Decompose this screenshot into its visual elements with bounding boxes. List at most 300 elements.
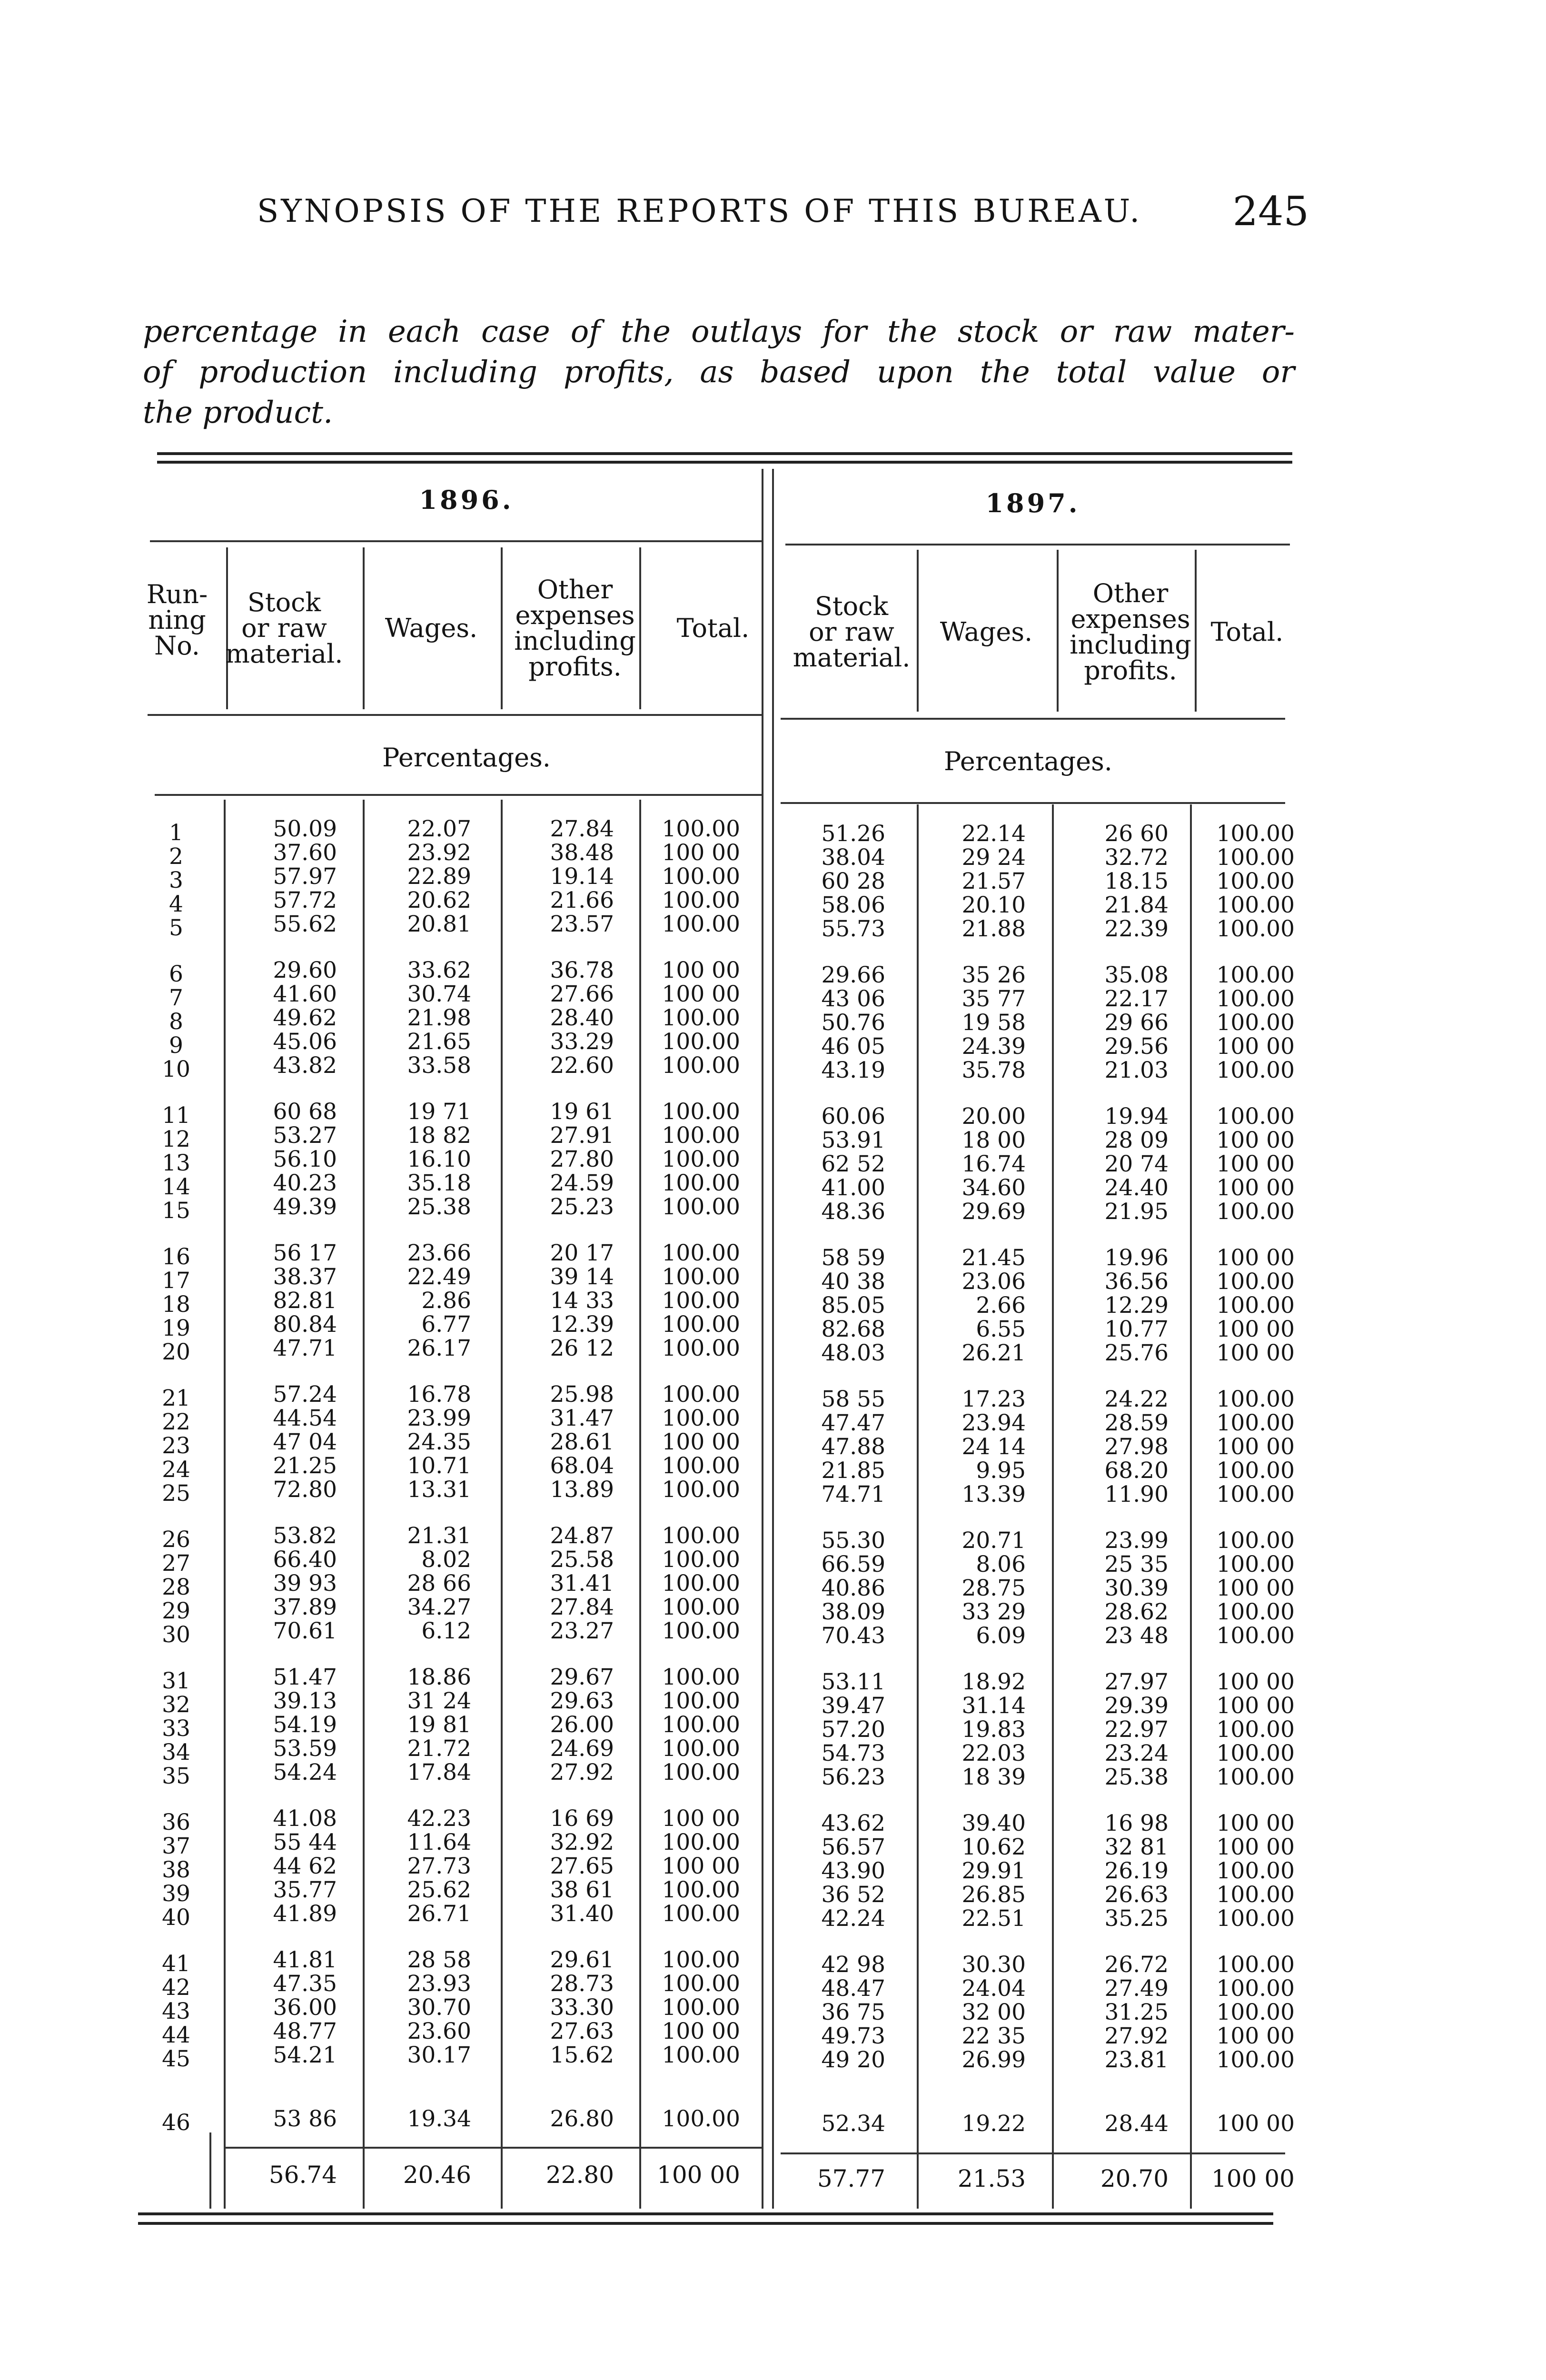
table-cell-1896: 27.84: [550, 1594, 614, 1620]
table-cell-1897: 10.77: [1104, 1316, 1169, 1342]
table-row-running-no: 17: [162, 1268, 190, 1294]
table-cell-1896: 44.54: [273, 1405, 337, 1431]
table-row-running-no: 9: [169, 1032, 183, 1059]
table-cell-1896: 28 58: [407, 1947, 471, 1973]
table-cell-1897: 24.39: [961, 1033, 1026, 1060]
top-double-rule: [157, 452, 1292, 455]
table-cell-1896: 33.58: [407, 1052, 471, 1079]
table-cell-1896: 100 00: [662, 840, 740, 866]
table-cell-1896: 80.84: [273, 1311, 337, 1338]
table-cell-1896: 100.00: [662, 1759, 740, 1785]
table-cell-1896: 26.00: [550, 1712, 614, 1738]
table-cell-1896: 22.07: [407, 816, 471, 842]
column-header-1896-wages: Wages.: [385, 613, 478, 643]
table-row-running-no: 27: [162, 1550, 190, 1577]
table-cell-1896: 47.35: [273, 1971, 337, 1997]
table-cell-1896: 28.40: [550, 1005, 614, 1031]
table-cell-1896: 100.00: [662, 1901, 740, 1927]
table-cell-1897: 21.85: [821, 1458, 885, 1484]
table-cell-1897: 100.00: [1216, 1481, 1295, 1507]
table-cell-1896: 11.64: [407, 1829, 471, 1855]
table-cell-1897: 23.06: [961, 1269, 1026, 1295]
table-row-running-no: 35: [162, 1763, 190, 1789]
table-cell-1896: 26.71: [407, 1901, 471, 1927]
header-rule: [781, 802, 1285, 804]
table-cell-1896: 100.00: [662, 1971, 740, 1997]
table-cell-1897: 42.24: [821, 1905, 885, 1932]
table-cell-1896: 60 68: [273, 1099, 337, 1125]
table-cell-1896: 29.63: [550, 1688, 614, 1714]
table-cell-1897: 100.00: [1216, 1551, 1295, 1577]
table-cell-1897: 32.72: [1104, 844, 1169, 871]
table-cell-1897: 48.36: [821, 1199, 885, 1225]
table-cell-1897: 31.25: [1104, 1999, 1169, 2025]
table-cell-1896: 100.00: [662, 1005, 740, 1031]
table-cell-1897: 18 39: [961, 1764, 1026, 1790]
table-row-running-no: 5: [169, 915, 183, 941]
table-cell-1897: 33 29: [961, 1599, 1026, 1625]
table-cell-1897: 16.74: [961, 1151, 1026, 1177]
table-row-running-no: 38: [162, 1857, 190, 1883]
table-cell-1897: 26.19: [1104, 1858, 1169, 1884]
table-cell-1896: 26 12: [550, 1335, 614, 1361]
table-cell-1897: 100.00: [1216, 1882, 1295, 1908]
table-cell-1896: 100 00: [662, 981, 740, 1007]
table-cell-1896: 36.00: [273, 1994, 337, 2021]
bottom-double-rule: [138, 2212, 1273, 2215]
table-cell-1896: 27.84: [550, 816, 614, 842]
table-cell-1896: 20 17: [550, 1240, 614, 1266]
table-cell-1897: 56.57: [821, 1834, 885, 1860]
column-header-1897-total: Total.: [1210, 617, 1284, 647]
table-cell-1897: 28.44: [1104, 2111, 1169, 2137]
table-cell-1896: 100.00: [662, 1477, 740, 1503]
table-cell-1896: 30.17: [407, 2042, 471, 2068]
table-cell-1897: 30.39: [1104, 1575, 1169, 1601]
table-cell-1897: 21.95: [1104, 1199, 1169, 1225]
table-cell-1897: 29.39: [1104, 1693, 1169, 1719]
table-cell-1897: 35.25: [1104, 1905, 1169, 1932]
column-header-1897-wages: Wages.: [940, 617, 1033, 647]
table-cell-1897: 100.00: [1216, 1410, 1295, 1436]
table-cell-1896: 29.61: [550, 1947, 614, 1973]
table-cell-1897: 21.57: [961, 868, 1026, 894]
table-cell-1896: 55.62: [273, 911, 337, 937]
table-cell-1896: 54.21: [273, 2042, 337, 2068]
table-cell-1897: 6.55: [976, 1316, 1026, 1342]
header-rule: [781, 718, 1285, 720]
column-header-1897-other-expenses: Other expenses including profits.: [1070, 578, 1191, 685]
table-cell-1897: 100.00: [1216, 1905, 1295, 1932]
table-row-running-no: 46: [162, 2110, 190, 2136]
table-cell-1896: 23.99: [407, 1405, 471, 1431]
table-cell-1897: 31.14: [961, 1693, 1026, 1719]
table-cell-1896: 41.60: [273, 981, 337, 1007]
table-cell-1896: 26.80: [550, 2106, 614, 2132]
table-cell-1897: 100.00: [1216, 1716, 1295, 1743]
table-cell-1896: 16.78: [407, 1381, 471, 1408]
table-cell-1896: 28 66: [407, 1570, 471, 1597]
table-cell-1896: 72.80: [273, 1477, 337, 1503]
table-cell-1896: 100.00: [662, 1288, 740, 1314]
table-row-running-no: 39: [162, 1881, 190, 1907]
table-cell-1896: 24.35: [407, 1429, 471, 1455]
table-cell-1897: 24 14: [961, 1434, 1026, 1460]
totals-cell-1897: 57.77: [817, 2165, 885, 2192]
table-cell-1896: 100.00: [662, 1523, 740, 1549]
table-cell-1896: 100 00: [662, 1853, 740, 1879]
table-cell-1896: 100.00: [662, 1688, 740, 1714]
table-cell-1897: 100 00: [1216, 1151, 1295, 1177]
table-cell-1897: 17.23: [961, 1386, 1026, 1412]
table-cell-1897: 35.78: [961, 1057, 1026, 1083]
table-cell-1897: 19.96: [1104, 1245, 1169, 1271]
table-cell-1896: 33.29: [550, 1029, 614, 1055]
table-cell-1897: 100 00: [1216, 1669, 1295, 1695]
body-col-rule: [1052, 804, 1054, 2209]
table-cell-1896: 54.24: [273, 1759, 337, 1785]
table-cell-1896: 100.00: [662, 1381, 740, 1408]
table-cell-1896: 29.60: [273, 957, 337, 983]
table-cell-1897: 35 26: [961, 962, 1026, 988]
table-cell-1896: 45.06: [273, 1029, 337, 1055]
table-cell-1896: 35.77: [273, 1877, 337, 1903]
table-row-running-no: 28: [162, 1574, 190, 1600]
table-row-running-no: 42: [162, 1974, 190, 2001]
table-cell-1897: 35.08: [1104, 962, 1169, 988]
table-cell-1897: 21.45: [961, 1245, 1026, 1271]
table-cell-1896: 23.57: [550, 911, 614, 937]
table-cell-1896: 21.31: [407, 1523, 471, 1549]
table-cell-1897: 100.00: [1216, 1103, 1295, 1130]
table-cell-1896: 19 71: [407, 1099, 471, 1125]
header-rule: [785, 544, 1290, 545]
top-double-rule: [157, 461, 1292, 464]
table-cell-1896: 100 00: [662, 1429, 740, 1455]
table-cell-1896: 31.47: [550, 1405, 614, 1431]
table-cell-1896: 34.27: [407, 1594, 471, 1620]
table-cell-1897: 57.20: [821, 1716, 885, 1743]
table-cell-1896: 54.19: [273, 1712, 337, 1738]
table-cell-1896: 51.47: [273, 1664, 337, 1690]
table-cell-1896: 27.73: [407, 1853, 471, 1879]
table-cell-1897: 22.39: [1104, 916, 1169, 942]
table-row-running-no: 29: [162, 1598, 190, 1624]
table-row-running-no: 23: [162, 1433, 190, 1459]
table-cell-1897: 24.40: [1104, 1175, 1169, 1201]
table-cell-1897: 28.59: [1104, 1410, 1169, 1436]
table-cell-1896: 28.61: [550, 1429, 614, 1455]
table-cell-1897: 23.81: [1104, 2047, 1169, 2073]
table-cell-1896: 100.00: [662, 1146, 740, 1172]
table-cell-1896: 12.39: [550, 1311, 614, 1338]
table-cell-1897: 20.00: [961, 1103, 1026, 1130]
table-cell-1897: 19.94: [1104, 1103, 1169, 1130]
table-cell-1897: 26 60: [1104, 821, 1169, 847]
table-cell-1896: 37.60: [273, 840, 337, 866]
table-cell-1897: 18.92: [961, 1669, 1026, 1695]
year-divider: [762, 469, 763, 2209]
table-cell-1896: 100 00: [662, 957, 740, 983]
table-cell-1896: 27.65: [550, 1853, 614, 1879]
table-row-running-no: 18: [162, 1291, 190, 1318]
table-cell-1896: 100.00: [662, 1029, 740, 1055]
table-row-running-no: 26: [162, 1527, 190, 1553]
table-cell-1896: 100.00: [662, 863, 740, 890]
header-rule: [155, 794, 762, 796]
table-cell-1896: 25.58: [550, 1547, 614, 1573]
totals-cell-1897: 21.53: [957, 2165, 1026, 2192]
body-col-rule: [224, 800, 226, 2209]
table-cell-1897: 100.00: [1216, 916, 1295, 942]
table-row-running-no: 33: [162, 1716, 190, 1742]
table-cell-1896: 100.00: [662, 1877, 740, 1903]
table-cell-1896: 19 61: [550, 1099, 614, 1125]
table-cell-1896: 56 17: [273, 1240, 337, 1266]
table-cell-1897: 100.00: [1216, 1199, 1295, 1225]
table-cell-1897: 100 00: [1216, 1316, 1295, 1342]
table-cell-1896: 100.00: [662, 2106, 740, 2132]
table-cell-1897: 25 35: [1104, 1551, 1169, 1577]
table-cell-1897: 100.00: [1216, 1458, 1295, 1484]
table-cell-1896: 6.12: [421, 1618, 471, 1644]
table-row-running-no: 2: [169, 843, 183, 870]
table-cell-1897: 100 00: [1216, 1340, 1295, 1366]
table-cell-1896: 38.37: [273, 1264, 337, 1290]
table-cell-1897: 11.90: [1104, 1481, 1169, 1507]
table-cell-1897: 23.24: [1104, 1740, 1169, 1766]
table-cell-1897: 35 77: [961, 986, 1026, 1012]
table-cell-1896: 24.69: [550, 1735, 614, 1762]
table-cell-1897: 46 05: [821, 1033, 885, 1060]
table-cell-1896: 82.81: [273, 1288, 337, 1314]
totals-rule: [224, 2147, 762, 2149]
table-row-running-no: 13: [162, 1150, 190, 1176]
table-cell-1896: 100.00: [662, 1335, 740, 1361]
table-cell-1897: 20.71: [961, 1527, 1026, 1554]
table-cell-1897: 26.72: [1104, 1952, 1169, 1978]
table-cell-1896: 100.00: [662, 1405, 740, 1431]
table-cell-1897: 60.06: [821, 1103, 885, 1130]
table-cell-1897: 68.20: [1104, 1458, 1169, 1484]
table-cell-1897: 100 00: [1216, 2111, 1295, 2137]
intro-line: the product.: [143, 395, 333, 430]
table-cell-1896: 27.66: [550, 981, 614, 1007]
table-cell-1896: 29.67: [550, 1664, 614, 1690]
table-cell-1897: 36 75: [821, 1999, 885, 2025]
table-cell-1897: 52.34: [821, 2111, 885, 2137]
table-cell-1896: 41.81: [273, 1947, 337, 1973]
column-header-1896-total: Total.: [676, 613, 750, 643]
table-cell-1896: 100.00: [662, 1099, 740, 1125]
table-cell-1896: 100.00: [662, 1570, 740, 1597]
table-cell-1897: 100.00: [1216, 1999, 1295, 2025]
table-cell-1896: 19 81: [407, 1712, 471, 1738]
table-row-running-no: 36: [162, 1809, 190, 1835]
table-cell-1897: 12.29: [1104, 1292, 1169, 1319]
table-cell-1897: 29 66: [1104, 1010, 1169, 1036]
table-cell-1896: 100.00: [662, 1829, 740, 1855]
table-row-running-no: 20: [162, 1339, 190, 1365]
table-cell-1896: 25.38: [407, 1194, 471, 1220]
table-cell-1897: 21.84: [1104, 892, 1169, 918]
table-cell-1897: 100.00: [1216, 844, 1295, 871]
intro-line: percentage in each case of the outlays for the stock or raw mater-: [143, 314, 1295, 349]
column-header-1897-stock-raw-material: Stock or raw material.: [793, 591, 911, 673]
table-cell-1897: 43.62: [821, 1810, 885, 1836]
totals-cell-1896: 22.80: [545, 2161, 614, 2189]
table-cell-1896: 27.63: [550, 2018, 614, 2044]
table-cell-1896: 21.25: [273, 1453, 337, 1479]
table-cell-1896: 30.70: [407, 1994, 471, 2021]
table-cell-1896: 19.34: [407, 2106, 471, 2132]
table-cell-1897: 22.17: [1104, 986, 1169, 1012]
table-cell-1896: 26.17: [407, 1335, 471, 1361]
table-cell-1897: 30.30: [961, 1952, 1026, 1978]
table-cell-1896: 50.09: [273, 816, 337, 842]
table-cell-1897: 53.91: [821, 1127, 885, 1153]
year-divider: [772, 469, 774, 2209]
table-cell-1896: 100.00: [662, 1594, 740, 1620]
table-cell-1896: 21.98: [407, 1005, 471, 1031]
table-cell-1896: 100.00: [662, 1735, 740, 1762]
table-cell-1896: 20.62: [407, 887, 471, 913]
table-row-running-no: 7: [169, 985, 183, 1011]
table-cell-1897: 25.38: [1104, 1764, 1169, 1790]
table-cell-1897: 29 24: [961, 844, 1026, 871]
table-cell-1897: 100 00: [1216, 1127, 1295, 1153]
table-cell-1896: 100 00: [662, 1805, 740, 1832]
table-cell-1897: 43.19: [821, 1057, 885, 1083]
column-header-1896-stock-raw-material: Stock or raw material.: [225, 587, 343, 669]
table-cell-1896: 23.27: [550, 1618, 614, 1644]
table-row-running-no: 12: [162, 1126, 190, 1152]
table-cell-1897: 100.00: [1216, 892, 1295, 918]
table-cell-1897: 100 00: [1216, 1175, 1295, 1201]
table-cell-1897: 29.56: [1104, 1033, 1169, 1060]
table-cell-1896: 30.74: [407, 981, 471, 1007]
table-cell-1897: 60 28: [821, 868, 885, 894]
table-cell-1897: 100.00: [1216, 1975, 1295, 2002]
page-number: 245: [1232, 188, 1309, 235]
table-cell-1896: 100.00: [662, 1194, 740, 1220]
intro-text: [143, 312, 1295, 433]
table-cell-1897: 43 06: [821, 986, 885, 1012]
table-cell-1897: 100.00: [1216, 1527, 1295, 1554]
table-cell-1896: 23.92: [407, 840, 471, 866]
table-cell-1897: 28.75: [961, 1575, 1026, 1601]
table-cell-1896: 40.23: [273, 1170, 337, 1196]
table-cell-1896: 22.49: [407, 1264, 471, 1290]
table-cell-1897: 55.73: [821, 916, 885, 942]
table-cell-1896: 38 61: [550, 1877, 614, 1903]
totals-cell-1896: 56.74: [268, 2161, 337, 2189]
table-cell-1897: 100.00: [1216, 1269, 1295, 1295]
table-cell-1896: 100.00: [662, 887, 740, 913]
table-cell-1897: 58 55: [821, 1386, 885, 1412]
table-cell-1896: 39 93: [273, 1570, 337, 1597]
table-cell-1897: 100.00: [1216, 1057, 1295, 1083]
table-cell-1897: 34.60: [961, 1175, 1026, 1201]
totals-cell-1897: 100 00: [1211, 2165, 1295, 2192]
table-cell-1896: 21.65: [407, 1029, 471, 1055]
table-cell-1897: 100.00: [1216, 1599, 1295, 1625]
table-cell-1897: 100 00: [1216, 1245, 1295, 1271]
table-cell-1896: 57.24: [273, 1381, 337, 1408]
table-row-running-no: 21: [162, 1385, 190, 1411]
table-cell-1896: 43.82: [273, 1052, 337, 1079]
column-header-1896-other-expenses: Other expenses including profits.: [514, 575, 636, 682]
table-cell-1897: 51.26: [821, 821, 885, 847]
table-cell-1896: 55 44: [273, 1829, 337, 1855]
table-cell-1897: 48.03: [821, 1340, 885, 1366]
table-cell-1896: 13.89: [550, 1477, 614, 1503]
table-cell-1897: 18.15: [1104, 868, 1169, 894]
table-cell-1897: 66.59: [821, 1551, 885, 1577]
table-cell-1897: 48.47: [821, 1975, 885, 2002]
table-row-running-no: 16: [162, 1244, 190, 1270]
table-cell-1897: 41.00: [821, 1175, 885, 1201]
table-cell-1896: 39 14: [550, 1264, 614, 1290]
table-cell-1896: 41.08: [273, 1805, 337, 1832]
table-cell-1897: 100.00: [1216, 1292, 1295, 1319]
table-cell-1897: 8.06: [976, 1551, 1026, 1577]
table-cell-1897: 100.00: [1216, 2047, 1295, 2073]
table-cell-1897: 27.49: [1104, 1975, 1169, 2002]
table-cell-1897: 19 58: [961, 1010, 1026, 1036]
header-rule: [150, 540, 762, 542]
table-cell-1897: 23.99: [1104, 1527, 1169, 1554]
table-cell-1897: 9.95: [976, 1458, 1026, 1484]
table-cell-1897: 62 52: [821, 1151, 885, 1177]
table-row-running-no: 40: [162, 1904, 190, 1931]
table-cell-1897: 50.76: [821, 1010, 885, 1036]
table-cell-1897: 27.92: [1104, 2023, 1169, 2049]
table-cell-1897: 22.51: [961, 1905, 1026, 1932]
table-cell-1897: 13.39: [961, 1481, 1026, 1507]
table-cell-1897: 100.00: [1216, 1858, 1295, 1884]
table-cell-1897: 100.00: [1216, 821, 1295, 847]
table-cell-1896: 100.00: [662, 1052, 740, 1079]
table-cell-1896: 19.14: [550, 863, 614, 890]
table-cell-1896: 31 24: [407, 1688, 471, 1714]
table-cell-1896: 23.93: [407, 1971, 471, 1997]
table-row-running-no: 15: [162, 1198, 190, 1224]
table-cell-1896: 100.00: [662, 1994, 740, 2021]
table-cell-1896: 66.40: [273, 1547, 337, 1573]
table-cell-1896: 57.97: [273, 863, 337, 890]
table-cell-1896: 25.62: [407, 1877, 471, 1903]
table-cell-1896: 16.10: [407, 1146, 471, 1172]
table-cell-1897: 28 09: [1104, 1127, 1169, 1153]
table-cell-1897: 100.00: [1216, 986, 1295, 1012]
table-cell-1897: 100 00: [1216, 1834, 1295, 1860]
table-cell-1896: 10.71: [407, 1453, 471, 1479]
table-cell-1897: 100.00: [1216, 1623, 1295, 1649]
table-cell-1897: 47.47: [821, 1410, 885, 1436]
table-cell-1897: 36 52: [821, 1882, 885, 1908]
table-cell-1897: 21.88: [961, 916, 1026, 942]
table-row-running-no: 3: [169, 867, 183, 893]
table-cell-1897: 20.10: [961, 892, 1026, 918]
table-cell-1897: 6.09: [976, 1623, 1026, 1649]
table-cell-1897: 42 98: [821, 1952, 885, 1978]
table-cell-1897: 47.88: [821, 1434, 885, 1460]
table-cell-1897: 38.09: [821, 1599, 885, 1625]
table-cell-1896: 17.84: [407, 1759, 471, 1785]
table-cell-1896: 15.62: [550, 2042, 614, 2068]
table-cell-1896: 25.98: [550, 1381, 614, 1408]
